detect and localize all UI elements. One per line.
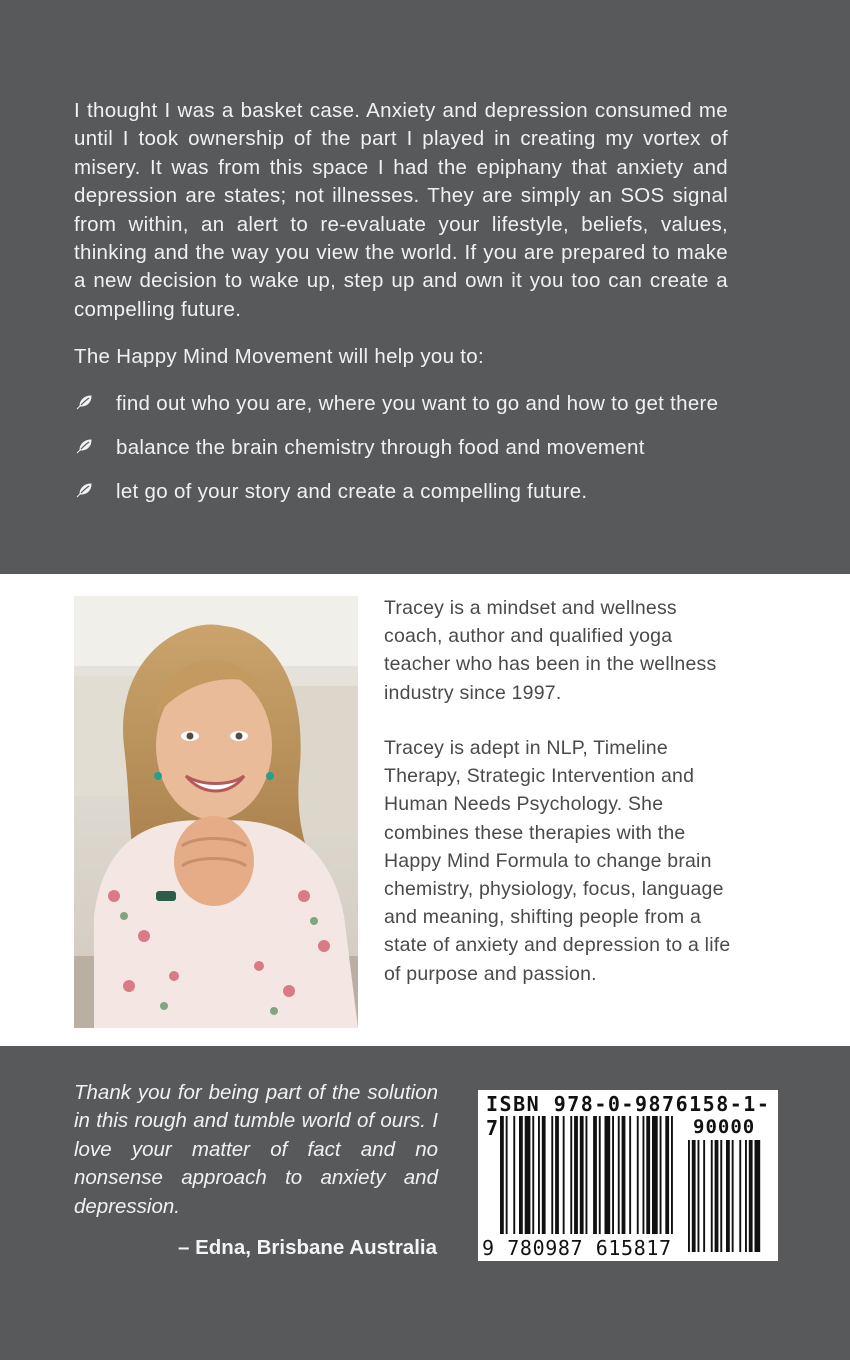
barcode-addon-bar [720, 1140, 722, 1252]
blurb-panel [0, 0, 850, 574]
testimonial-panel [0, 1046, 850, 1360]
list-item [74, 433, 734, 462]
author-portrait-illustration [74, 596, 358, 1028]
barcode-addon-bar [732, 1140, 734, 1252]
barcode-addon-bar [739, 1140, 741, 1252]
isbn-barcode [478, 1090, 778, 1261]
barcode-addon-bar [726, 1140, 730, 1252]
list-item-text: balance the brain chemistry through food and movement [116, 436, 645, 459]
barcode-addon-bar [711, 1140, 713, 1252]
list-item [74, 389, 734, 418]
price-code: 90000 [693, 1116, 756, 1138]
barcode-addon-bar [755, 1140, 761, 1252]
barcode-addon-bar [698, 1140, 700, 1252]
barcode-addon-bar [745, 1140, 747, 1252]
testimonial-quote: Thank you for being part of the solution in this rough and tumble world of ours. I love your matter of fact and no nonsense approach to anxiety and depression. [74, 1081, 438, 1218]
author-photo [74, 596, 358, 1028]
intro-paragraph: I thought I was a basket case. Anxiety and depression consumed me until I took ownership of the part I played in creating my vortex of misery. It was from this space I had the epiphany that anxiety and depression are states; not illnesses. They are simply an SOS signal from within, an alert to re-evaluate your lifestyle, beliefs, values, thinking and the way you view the world. If you are prepared to make a new decision to wake up, step up and own it you too can create a compelling future. [74, 99, 728, 321]
author-panel [0, 574, 850, 1046]
barcode-addon-bar [688, 1140, 690, 1252]
testimonial-attribution: – Edna, Brisbane Australia [178, 1236, 437, 1259]
bio-paragraph-2: Tracey is adept in NLP, Timeline Therapy, Strategic Intervention and Human Needs Psychology. She combines these therapies with the Happy Mind Formula to change brain chemistry, physiology, focus, language and meaning, shifting people from a state of anxiety and depression to a life of purpose and passion. [384, 737, 731, 985]
help-heading: The Happy Mind Movement will help you to: [74, 345, 484, 368]
barcode-addon-bar [703, 1140, 705, 1252]
leaf-icon [76, 482, 92, 498]
barcode-addon-bar [692, 1140, 696, 1252]
barcode-addon-bar [749, 1140, 753, 1252]
bio-paragraph-1: Tracey is a mindset and wellness coach, author and qualified yoga teacher who has been in the wellness industry since 1997. [384, 597, 717, 704]
leaf-icon [76, 438, 92, 454]
list-item-text: let go of your story and create a compelling future. [116, 480, 588, 503]
barcode-addon-bar [715, 1140, 719, 1252]
isbn-number: ISBN 978-0-9876158-1-7 [486, 1092, 771, 1140]
leaf-icon [76, 394, 92, 410]
list-item-text: find out who you are, where you want to go and how to get there [116, 392, 719, 415]
benefit-list [74, 389, 734, 521]
ean-digits: 9 780987 615817 [482, 1236, 672, 1260]
list-item [74, 477, 734, 506]
